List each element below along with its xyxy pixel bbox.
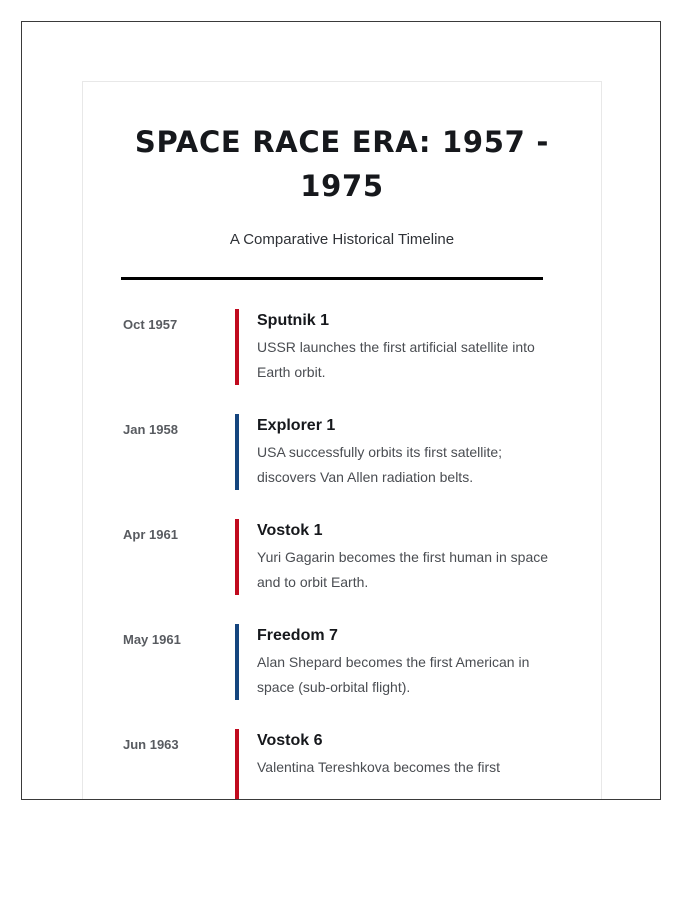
entry-title: Sputnik 1 <box>257 312 330 329</box>
entry-description: Valentina Tereshkova becomes the first <box>257 759 501 775</box>
timeline-entry <box>83 414 601 490</box>
timeline-entry <box>83 309 601 385</box>
entry-date: Oct 1957 <box>123 317 178 332</box>
entry-description: Alan Shepard becomes the first American in space (sub-orbital flight). <box>257 654 530 695</box>
entry-title: Explorer 1 <box>257 417 336 434</box>
entry-date: Jan 1958 <box>123 422 178 437</box>
timeline-entry <box>83 519 601 595</box>
page-title: SPACE RACE ERA: 1957 - 1975 <box>134 125 550 203</box>
entry-body <box>239 309 601 385</box>
entry-date: Jun 1963 <box>123 737 179 752</box>
entry-title: Freedom 7 <box>257 627 338 644</box>
entry-body <box>239 729 601 780</box>
page-frame <box>21 21 661 800</box>
entry-title: Vostok 1 <box>257 522 323 539</box>
entry-title: Vostok 6 <box>257 732 323 749</box>
entry-body <box>239 624 601 700</box>
entry-description: USA successfully orbits its first satellite; discovers Van Allen radiation belts. <box>257 444 503 485</box>
header-rule-wrap <box>121 250 563 280</box>
timeline-list <box>83 309 601 800</box>
header-divider <box>121 277 543 280</box>
timeline-entry <box>83 624 601 700</box>
entry-description: Yuri Gagarin becomes the first human in space and to orbit Earth. <box>257 549 549 590</box>
entry-date: May 1961 <box>123 632 181 647</box>
document-card <box>82 81 602 800</box>
page-subtitle: A Comparative Historical Timeline <box>229 231 455 248</box>
entry-body <box>239 414 601 490</box>
document-header <box>83 82 601 280</box>
entry-body <box>239 519 601 595</box>
timeline-entry <box>83 729 601 800</box>
entry-date: Apr 1961 <box>123 527 178 542</box>
entry-description: USSR launches the first artificial satellite into Earth orbit. <box>257 339 535 380</box>
